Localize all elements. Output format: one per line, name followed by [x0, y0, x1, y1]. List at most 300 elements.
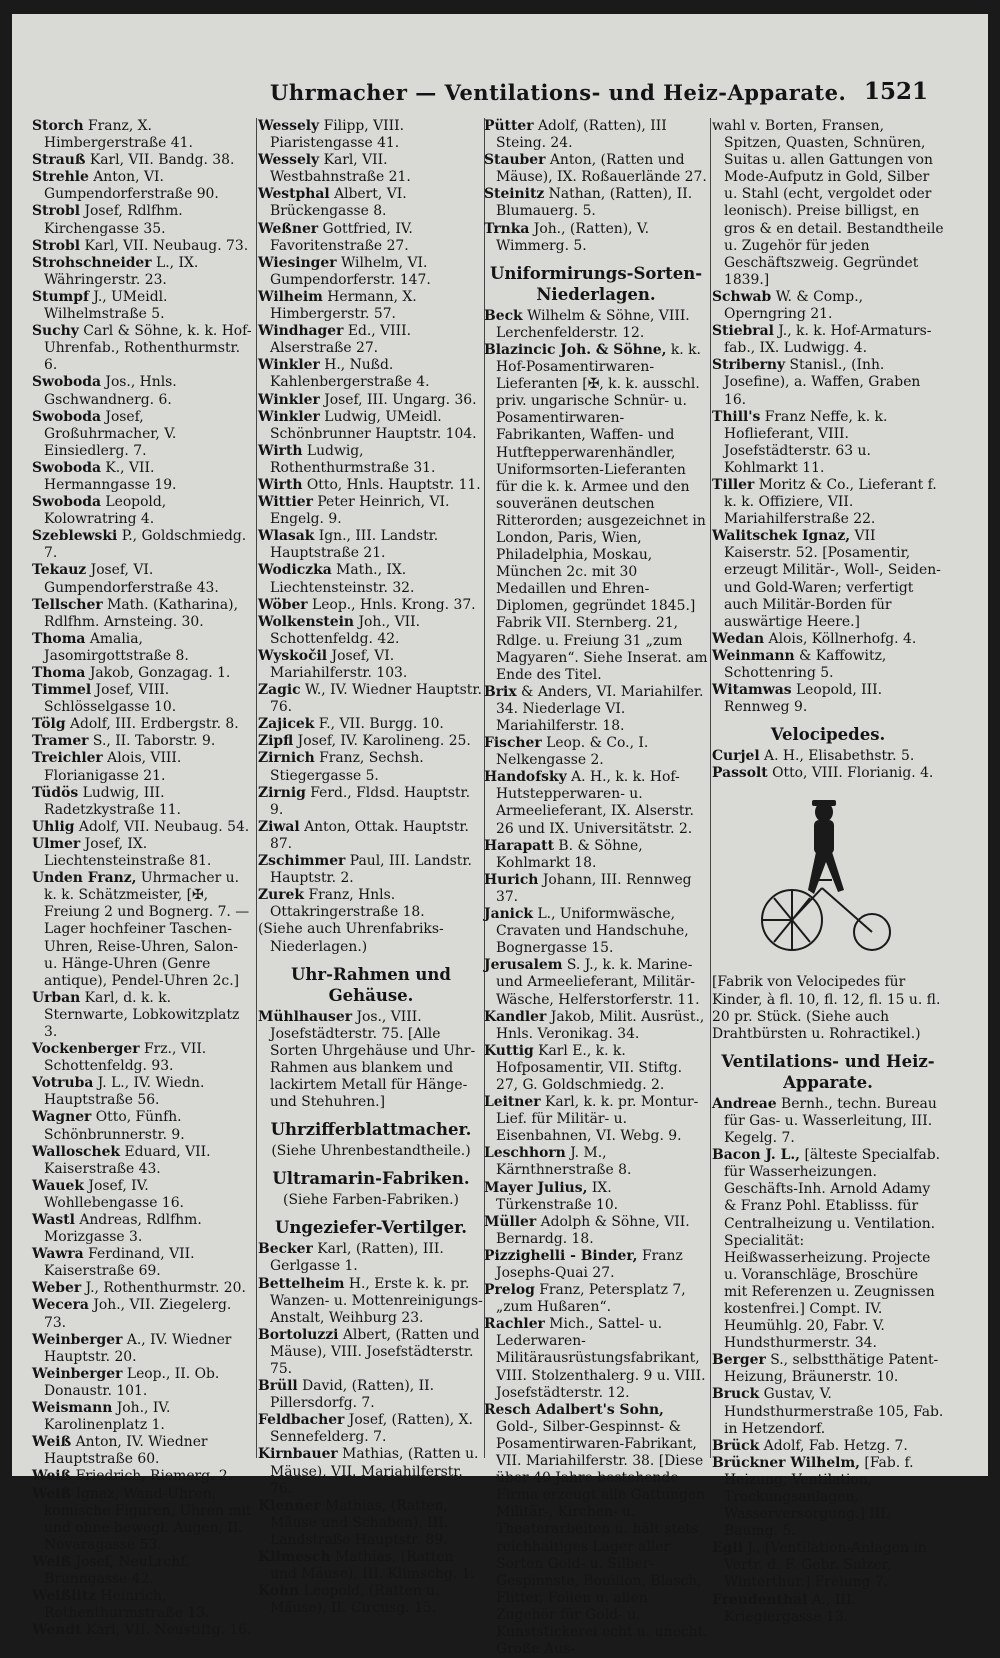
directory-entry [32, 1109, 254, 1143]
directory-entry [32, 408, 254, 460]
directory-entry [32, 989, 254, 1041]
entry-details: Ludwig, III. Radetzkystraße 11. [44, 784, 181, 818]
entry-details: Mathias, (Ratten u. Mäuse), VII. Mariahilferstr. 76. [270, 1446, 479, 1497]
entry-name: Kuttig [484, 1042, 534, 1059]
entry-details: Nathan, (Ratten), II. Blumauerg. 5. [496, 186, 693, 220]
entry-details: A. H., Elisabethstr. 5. [764, 748, 915, 765]
column-divider [256, 118, 257, 1458]
entry-details: Ign., III. Landstr. Hauptstraße 21. [270, 528, 439, 562]
entry-name: Brix [484, 683, 517, 700]
column-1 [32, 118, 254, 1639]
entry-details: Hermann, X. Himbergerstr. 57. [270, 288, 417, 323]
entry-details: Franz Neffe, k. k. Hoflieferant, VIII. Josefstädterstr. 63 u. Kohlmarkt 11. [724, 408, 888, 476]
directory-entry [258, 476, 484, 494]
entry-name: Walloschek [32, 1143, 121, 1160]
entry-name: Votruba [32, 1075, 94, 1092]
entry-details: Amalia, Jasomirgottstraße 8. [44, 630, 189, 664]
entry-name: Weinberger [32, 1331, 123, 1348]
entry-details: Johann, III. Rennweg 37. [496, 871, 692, 905]
directory-entry [32, 1485, 254, 1554]
entry-name: Stauber [484, 152, 546, 169]
directory-entry [32, 818, 254, 836]
entry-details: A., III. Krieglergasse 13. [724, 1591, 856, 1625]
entry-details: Anton, IV. Wiedner Hauptstraße 60. [44, 1434, 208, 1468]
directory-entry [258, 1275, 484, 1327]
directory-entry [484, 1401, 708, 1658]
entry-name: Weiß [32, 1485, 72, 1502]
entry-name: Müller [484, 1213, 537, 1230]
entry-name: Ziwal [258, 818, 300, 835]
entry-name: Winkler [258, 357, 320, 374]
directory-entry [258, 288, 484, 323]
directory-entry [258, 442, 484, 477]
entry-details: Alois, Köllnerhofg. 4. [768, 630, 917, 647]
entry-name: Klimesch [258, 1549, 331, 1566]
entry-name: Brück [712, 1437, 760, 1454]
entry-details: J. L., IV. Wiedn. Hauptstraße 56. [44, 1075, 205, 1109]
column-2 [258, 118, 484, 1617]
entry-details: Ignaz, Wand-Uhren, komische Figuren, Uhren mit und ohne bewegl. Augen, II. Novaragasse 53. [44, 1485, 252, 1553]
entry-details: P., Goldschmiedg. 7. [44, 528, 247, 562]
directory-entry [258, 887, 484, 921]
entry-name: Swoboda [32, 374, 101, 391]
entry-name: Swoboda [32, 494, 101, 511]
entry-name: Tellscher [32, 596, 103, 613]
entry-details: Albert, (Ratten und Mäuse), VIII. Josefstädterstr. 75. [270, 1326, 480, 1377]
entry-details: Karl, (Ratten), III. Gerlgasse 1. [270, 1241, 444, 1275]
entry-details: Leopold, Kolowratring 4. [44, 494, 167, 528]
directory-page [12, 14, 988, 1658]
entry-details: W. & Comp., Operngring 21. [724, 288, 864, 323]
entry-name: Strobl [32, 203, 81, 220]
directory-entry [32, 169, 254, 203]
entry-details: Otto, Hnls. Hauptstr. 11. [306, 476, 481, 493]
entry-details: Adolph & Söhne, VII. Bernardg. 18. [496, 1213, 690, 1247]
entry-details: Wilhelm & Söhne, VIII. Lerchenfelderstr. 12. [496, 307, 690, 341]
entry-details: J., k. k. Hof-Armaturs-fab., IX. Ludwigg. 4. [724, 323, 932, 357]
entry-name: Wauek [32, 1177, 84, 1194]
entry-name: Uhlig [32, 818, 75, 835]
entry-details: Leop., Hnls. Krong. 37. [312, 596, 476, 613]
directory-entry [258, 391, 484, 409]
entry-details: Franz, Petersplatz 7, „zum Hußaren“. [496, 1282, 686, 1316]
entry-details: Joh., IV. Karolinenplatz 1. [44, 1400, 171, 1434]
entry-details: Heinrich, Rothenthurmstraße 13. [44, 1588, 210, 1622]
entry-name: Wilheim [258, 288, 323, 305]
directory-entry [258, 408, 484, 443]
entry-name: Striberny [712, 357, 786, 374]
entry-name: Klenner [258, 1497, 321, 1514]
entry-details: Gold-, Silber-Gespinnst- & Posamentirwaren-Fabrikant, VII. Mariahilferstr. 38. [Diese über 40 Jahre bestehende Firma erzeugt alle Gattungen Militär-, Kirchen- u. Theaterarbeiten u. hält stets reichhaltiges Lager aller Sorten Gold- u. Silber-Gespinnste, Bouillon, Blasch, Flitter, Folien u. allen Zugehör für Gold- u. Kunststickerei echt u. unecht. Große Aus- [496, 1418, 708, 1658]
entry-details: Filipp, VIII. Piaristengasse 41. [270, 118, 405, 152]
entry-details: S., selbstthätige Patent-Heizung, Bräunerstr. 10. [724, 1352, 939, 1386]
directory-entry [258, 1008, 484, 1112]
entry-name: Westphal [258, 186, 330, 203]
directory-entry [32, 784, 254, 819]
directory-entry [258, 1412, 484, 1446]
directory-entry [484, 735, 708, 769]
entry-details: S., II. Taborstr. 9. [92, 733, 216, 750]
entry-details: L., IX. Währingerstr. 23. [44, 254, 199, 288]
entry-details: Josef, IV. Karolineng. 25. [297, 733, 471, 750]
entry-details: Karl E., k. k. Hofposamentir, VII. Stiftg. 27, G. Goldschmiedg. 2. [496, 1042, 682, 1093]
directory-entry [712, 357, 944, 408]
entry-details: Karl, VII. Bandg. 38. [89, 152, 235, 169]
entry-name: Strauß [32, 152, 86, 169]
entry-details: Josef, IX. Liechtensteinstraße 81. [44, 835, 212, 870]
entry-details: Otto, Fünfh. Schönbrunnerstr. 9. [44, 1109, 185, 1143]
entry-details: wahl v. Borten, Fransen, Spitzen, Quasten, Schnüren, Suitas u. allen Gattungen von Mode-Aufputz in Gold, Silber u. Stahl (echt, vergoldet oder leonisch). Preise billigst, en gros & en detail. Bestandtheile u. Zugehör für jeden Geschäftszweig. Gegründet 1839.] [712, 118, 944, 288]
directory-entry [484, 1247, 708, 1282]
entry-name: Wolkenstein [258, 613, 355, 630]
directory-entry [484, 837, 708, 872]
entry-details: Ludwig, UMeidl. Schönbrunner Hauptstr. 104. [270, 408, 477, 442]
directory-entry [32, 1434, 254, 1468]
directory-entry [258, 1378, 484, 1412]
entry-details: Franz, X. Himbergerstraße 41. [44, 118, 193, 152]
entry-name: Strehle [32, 169, 89, 186]
entry-details: Josef, Rdlfhm. Kirchengasse 35. [44, 203, 183, 237]
directory-entry [32, 459, 254, 494]
entry-details: Gustav, V. Hundsthurmerstraße 105, Fab. in Hetzendorf. [724, 1386, 944, 1437]
entry-name: Walitschek Ignaz, [712, 528, 851, 545]
directory-entry [258, 1446, 484, 1497]
entry-name: Schwab [712, 288, 772, 305]
entry-name: Weiß [32, 1434, 72, 1451]
entry-details: Mathias, (Ratten, Mäuse und Schaben), III. Landstraße Hauptstr. 89. [270, 1497, 449, 1548]
directory-entry [32, 288, 254, 323]
entry-name: Wöber [258, 596, 308, 613]
directory-entry [32, 1588, 254, 1622]
directory-entry [484, 1213, 708, 1248]
entry-details: Peter Heinrich, VI. Engelg. 9. [270, 494, 450, 528]
entry-name: Pizzighelli - Binder, [484, 1247, 638, 1264]
column-divider [710, 118, 711, 1458]
entry-details: Carl & Söhne, k. k. Hof-Uhrenfab., Rothenthurmstr. 6. [44, 323, 252, 374]
entry-name: Swoboda [32, 459, 101, 476]
entry-details: Bernh., techn. Bureau für Gas- u. Wasserleitung, III. Kegelg. 7. [724, 1095, 937, 1147]
directory-entry [258, 1241, 484, 1275]
entry-name: Kirnbauer [258, 1446, 338, 1463]
entry-name: Suchy [32, 323, 79, 340]
entry-details: Karl, VII. Neubaug. 73. [84, 237, 249, 254]
entry-name: Wawra [32, 1246, 84, 1263]
directory-entry [712, 1454, 944, 1540]
directory-entry [258, 118, 484, 152]
entry-details: k. k. Hof-Posamentirwaren-Lieferanten [✠, k. k. ausschl. priv. ungarische Schnür- u. Posamentirwaren-Fabrikanten, Waffen- und Hutftepperwarenhändler, Uniformsorten-Lieferanten für die k. k. Armee und den souveränen deutschen Ritterorden; ausgezeichnet in London, Paris, Wien, Philadelphia, Moskau, München 2c. mit 30 Medaillen und Ehren-Diplomen, gegründet 1845.] Fabrik VII. Sternberg. 21, Rdlge. u. Freiung 31 „zum Magyaren“. Siehe Inserat. am Ende des Titel. [496, 341, 708, 683]
entry-details: Frz., VII. Schottenfeldg. 93. [44, 1041, 207, 1075]
directory-entry [32, 1365, 254, 1400]
entry-details: S. J., k. k. Marine- und Armeelieferant, Militär-Wäsche, Helferstorferstr. 11. [496, 957, 700, 1008]
entry-details: Paul, III. Landstr. Hauptstr. 2. [270, 853, 472, 887]
entry-name: Winkler [258, 408, 320, 425]
entry-name: Kohn [258, 1583, 300, 1600]
entry-details: Stanisl., (Inh. Josefine), a. Waffen, Graben 16. [724, 357, 921, 408]
directory-entry [712, 1437, 944, 1455]
directory-entry [712, 118, 944, 289]
entry-name: Stiebral [712, 323, 774, 340]
entry-name: Leitner [484, 1094, 541, 1111]
entry-name: Strohschneider [32, 254, 152, 271]
entry-name: Zajicek [258, 716, 315, 733]
entry-details: Josef, NeuLrchf. Brunngasse 42. [44, 1553, 190, 1587]
entry-name: Resch Adalbert's Sohn, [484, 1401, 664, 1418]
entry-name: Bortoluzzi [258, 1326, 339, 1343]
entry-name: Thoma [32, 630, 86, 647]
entry-name: Timmel [32, 682, 92, 699]
page-title: Uhrmacher — Ventilations- und Heiz-Apparate. [270, 80, 847, 105]
directory-entry [32, 665, 254, 682]
entry-details: Jos., VIII. Josefstädterstr. 75. [Alle Sorten Uhrgehäuse und Uhr-Rahmen aus blankem und lackirtem Metall für Hänge- und Stehuhren.] [270, 1008, 476, 1111]
directory-entry [484, 957, 708, 1008]
entry-details: F., VII. Burgg. 10. [318, 716, 444, 733]
directory-entry [258, 528, 484, 562]
entry-details: Moritz & Co., Lieferant f. k. k. Offiziere, VII. Mariahilferstraße 22. [724, 476, 937, 528]
entry-name: Tölg [32, 716, 66, 733]
entry-name: Weiß [32, 1468, 72, 1485]
entry-details: Leop. & Co., I. Nelkengasse 2. [496, 735, 649, 769]
directory-entry [32, 254, 254, 289]
directory-entry [258, 152, 484, 186]
directory-entry [258, 254, 484, 289]
entry-name: Zschimmer [258, 853, 346, 870]
entry-name: Wecera [32, 1297, 89, 1314]
entry-details: A. H., k. k. Hof-Hutstepperwaren- u. Armeelieferant, IX. Alserstr. 26 und IX. Universitätstr. 2. [496, 769, 694, 837]
entry-name: Pütter [484, 118, 534, 134]
entry-name: Wirth [258, 442, 303, 459]
entry-name: Brüll [258, 1378, 298, 1395]
figure-caption: [Fabrik von Velocipedes für Kinder, à fl. 10, fl. 12, fl. 15 u. fl. 20 pr. Stück. (Siehe auch Drahtbürsten u. Rohractikel.) [712, 974, 941, 1042]
directory-entry [32, 835, 254, 870]
page-header [32, 80, 968, 114]
directory-entry [32, 494, 254, 528]
directory-entry [32, 118, 254, 152]
entry-name: Ulmer [32, 835, 81, 852]
entry-details: Wilhelm, VI. Gumpendorferstr. 147. [270, 254, 431, 288]
directory-entry [712, 765, 944, 782]
directory-entry [712, 1147, 944, 1352]
entry-name: Steinitz [484, 186, 545, 203]
directory-entry [258, 716, 484, 733]
entry-details: Franz Josephs-Quai 27. [496, 1247, 683, 1281]
entry-name: Rachler [484, 1316, 545, 1333]
directory-entry [258, 562, 484, 596]
directory-entry [712, 408, 944, 477]
entry-details: Eduard, VII. Kaiserstraße 43. [44, 1143, 211, 1177]
entry-name: Curjel [712, 748, 760, 765]
entry-name: Winkler [258, 391, 320, 408]
directory-entry [32, 716, 254, 733]
entry-details: Mich., Sattel- u. Lederwaren-Militärausrüstungsfabrikant, VIII. Stolzenthalerg. 9 u. VIII. Josefstädterstr. 12. [496, 1316, 706, 1401]
entry-name: Feldbacher [258, 1412, 345, 1429]
directory-entry [32, 870, 254, 990]
section-heading: Ungeziefer-Vertilger. [274, 1218, 468, 1238]
entry-name: Zirnich [258, 750, 315, 767]
entry-name: Wirth [258, 476, 303, 493]
entry-name: Unden Franz, [32, 870, 137, 887]
directory-entry [32, 750, 254, 784]
directory-entry [484, 220, 708, 255]
entry-name: Weber [32, 1280, 82, 1297]
entry-details: (Siehe auch Uhrenfabriks-Niederlagen.) [258, 921, 444, 955]
entry-details: W., IV. Wiedner Hauptstr. 76. [270, 682, 482, 716]
directory-entry [484, 1042, 708, 1094]
directory-entry [258, 1326, 484, 1378]
entry-name: Beck [484, 307, 523, 324]
directory-entry [32, 562, 254, 596]
directory-entry [258, 733, 484, 750]
entry-details: Josef, VIII. Schlösselgasse 10. [44, 682, 177, 716]
entry-details: Josef, Großuhrmacher, V. Einsiedlerg. 7. [44, 408, 177, 459]
directory-entry [32, 374, 254, 408]
entry-name: Tiller [712, 476, 755, 493]
entry-details: Karl, VII. Westbahnstraße 21. [270, 152, 411, 186]
directory-entry [484, 1145, 708, 1179]
entry-details: IX. Türkenstraße 10. [496, 1179, 619, 1213]
directory-entry [32, 596, 254, 631]
directory-entry [258, 494, 484, 528]
directory-entry [32, 1553, 254, 1588]
directory-entry [258, 613, 484, 648]
cross-reference-note: (Siehe Farben-Fabriken.) [283, 1192, 459, 1209]
entry-name: Wodiczka [258, 562, 332, 579]
entry-name: Wiesinger [258, 254, 337, 271]
entry-name: Weißlitz [32, 1588, 96, 1605]
directory-entry [484, 1094, 708, 1145]
entry-details: Andreas, Rdlfhm. Morizgasse 3. [44, 1212, 202, 1246]
section-heading: Ultramarin-Fabriken. [272, 1169, 470, 1189]
entry-details: Leopold, III. Rennweg 9. [724, 682, 883, 716]
directory-entry [484, 769, 708, 837]
directory-entry [32, 630, 254, 665]
entry-details: H., Nußd. Kahlenbergerstraße 4. [270, 357, 430, 391]
entry-details: Karl, k. k. pr. Montur-Lief. für Militär- u. Eisenbahnen, VI. Webg. 9. [496, 1094, 699, 1145]
directory-entry [258, 186, 484, 220]
directory-entry [258, 784, 484, 819]
entry-details: Josef, (Ratten), X. Sennefelderg. 7. [270, 1412, 473, 1446]
directory-entry [258, 921, 484, 955]
directory-entry [32, 1246, 254, 1280]
entry-details: Karl, d. k. k. Sternwarte, Lobkowitzplatz 3. [44, 989, 240, 1040]
directory-entry [258, 1497, 484, 1549]
entry-details: Math. (Katharina), Rdlfhm. Arnsteing. 30. [44, 596, 238, 630]
entry-details: Ed., VIII. Alserstraße 27. [270, 323, 412, 357]
velocipede-illustration [752, 790, 902, 965]
directory-entry [484, 906, 708, 957]
entry-details: L., Uniformwäsche, Cravaten und Handschuhe, Bognergasse 15. [496, 906, 689, 957]
directory-entry [258, 357, 484, 391]
entry-name: Weinmann [712, 647, 795, 664]
directory-entry [712, 647, 944, 682]
entry-name: Zipfl [258, 733, 294, 750]
directory-entry [32, 682, 254, 716]
entry-name: Wedan [712, 630, 765, 647]
entry-details: & Kaffowitz, Schottenring 5. [724, 647, 887, 681]
entry-details: Anton, VI. Gumpendorferstraße 90. [44, 169, 219, 203]
entry-name: Hurich [484, 871, 539, 888]
entry-details: Joh., VII. Ziegelerg. 73. [44, 1297, 232, 1331]
directory-entry [712, 1352, 944, 1386]
entry-name: Janick [484, 906, 534, 923]
entry-name: Trnka [484, 220, 530, 237]
entry-name: Wittier [258, 494, 313, 511]
directory-entry [484, 871, 708, 906]
directory-entry [32, 733, 254, 750]
entry-name: Thoma [32, 665, 86, 681]
cross-reference-note: (Siehe Uhrenbestandtheile.) [271, 1143, 471, 1160]
entry-name: Wlasak [258, 528, 315, 545]
directory-entry [32, 1468, 254, 1485]
entry-details: Joh., VII. Schottenfeldg. 42. [270, 613, 420, 647]
entry-name: Andreae [712, 1095, 777, 1112]
page-number: 1521 [863, 78, 928, 105]
entry-details: Joh., (Ratten), V. Wimmerg. 5. [496, 220, 649, 254]
entry-name: Bacon J. L., [712, 1147, 801, 1164]
entry-name: Thill's [712, 408, 761, 425]
directory-entry [258, 220, 484, 255]
entry-details: Otto, VIII. Florianig. 4. [772, 765, 934, 782]
entry-name: Leschhorn [484, 1145, 566, 1162]
directory-entry [258, 682, 484, 716]
entry-details: J., UMeidl. Wilhelmstraße 5. [44, 288, 168, 323]
entry-name: Berger [712, 1352, 766, 1369]
directory-entry [258, 1583, 484, 1617]
entry-name: Jerusalem [484, 957, 563, 974]
entry-details: Mathias, (Ratten und Mäuse), III. Klimschg. 1. [270, 1549, 475, 1583]
section-heading: Ventilations- und Heiz-Apparate. [721, 1051, 935, 1092]
directory-entry [712, 1591, 944, 1626]
entry-details: Adolf, VII. Neubaug. 54. [78, 818, 250, 835]
entry-details: Anton, (Ratten und Mäuse), IX. Roßauerlände 27. [496, 152, 707, 186]
entry-details: Albert, VI. Brückengasse 8. [270, 186, 407, 220]
entry-name: Blazincic Joh. & Söhne, [484, 341, 667, 358]
entry-details: Leop., II. Ob. Donaustr. 101. [44, 1365, 220, 1399]
directory-entry [712, 1540, 944, 1591]
column-3 [484, 118, 708, 1658]
directory-entry [712, 1386, 944, 1437]
entry-name: Weismann [32, 1400, 113, 1417]
entry-name: Stumpf [32, 288, 89, 305]
entry-name: Brückner Wilhelm, [712, 1454, 860, 1471]
entry-details: David, (Ratten), II. Pillersdorfg. 7. [270, 1378, 435, 1412]
entry-details: Alois, VIII. Florianigasse 21. [44, 750, 182, 784]
directory-entry [712, 1095, 944, 1147]
directory-entry [484, 1008, 708, 1043]
entry-details: Josef, IV. Wohllebengasse 16. [44, 1177, 184, 1211]
section-heading: Velocipedes. [770, 725, 886, 745]
directory-entry [32, 528, 254, 562]
directory-entry [32, 323, 254, 374]
entry-details: VII Kaiserstr. 52. [Posamentir, erzeugt Militär-, Woll-, Seiden- und Gold-Waren; verfertigt auch Militär-Borden für auswärtige Heere.] [724, 528, 941, 630]
entry-details: A., IV. Wiedner Hauptstr. 20. [44, 1331, 232, 1365]
entry-name: Zagic [258, 682, 301, 699]
entry-name: Egli [712, 1540, 743, 1557]
entry-details: Adolf, III. Erdbergstr. 8. [69, 716, 239, 733]
entry-name: Wessely [258, 118, 320, 134]
directory-entry [32, 1331, 254, 1366]
directory-entry [712, 323, 944, 357]
directory-entry [32, 1041, 254, 1075]
directory-entry [32, 203, 254, 237]
entry-name: Wyskočil [258, 647, 328, 664]
directory-entry [32, 152, 254, 169]
directory-entry [712, 528, 944, 631]
entry-details: Adolf, (Ratten), III Steing. 24. [496, 118, 667, 152]
directory-entry [712, 748, 944, 765]
velocipede-figure [712, 790, 944, 970]
entry-name: Urban [32, 989, 81, 1006]
directory-entry [484, 118, 708, 152]
